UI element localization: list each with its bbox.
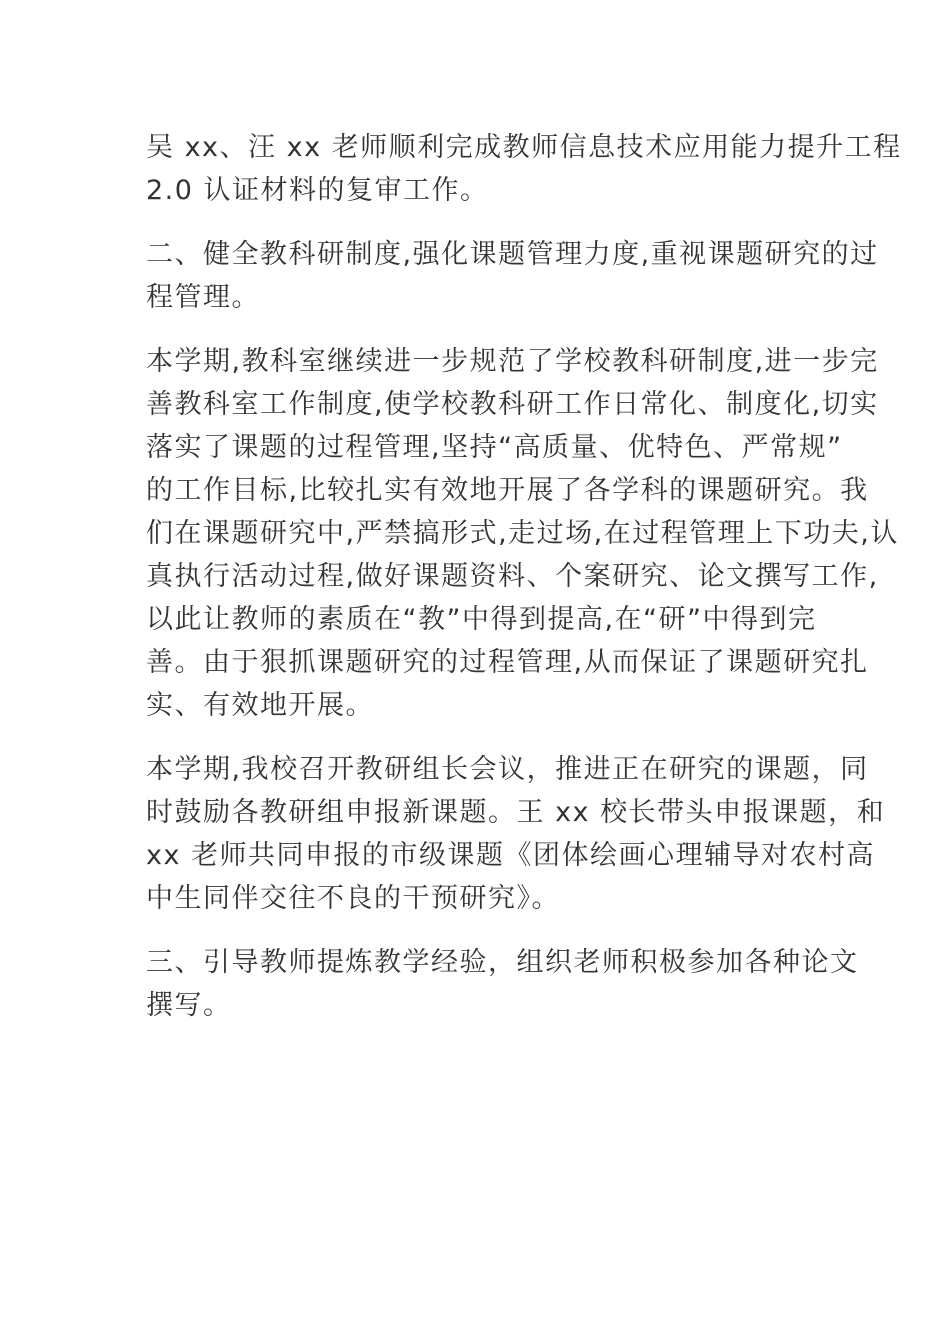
text-line: 吴 xx、汪 xx 老师顺利完成教师信息技术应用能力提升工程 — [146, 132, 902, 163]
text-line: 落实了课题的过程管理,坚持“高质量、优特色、严常规” — [146, 432, 843, 463]
text-line: 善。由于狠抓课题研究的过程管理,从而保证了课题研究扎 — [146, 647, 869, 678]
text-line: 2.0 认证材料的复审工作。 — [146, 175, 489, 206]
text-line: 以此让教师的素质在“教”中得到提高,在“研”中得到完 — [146, 604, 817, 635]
section-heading-2 — [146, 233, 879, 319]
text-line: 本学期,我校召开教研组长会议，推进正在研究的课题，同 — [146, 754, 869, 785]
text-line: 实、有效地开展。 — [146, 690, 374, 721]
text-line: 二、健全教科研制度,强化课题管理力度,重视课题研究的过 — [146, 239, 879, 270]
text-line: 真执行活动过程,做好课题资料、个案研究、论文撰写工作, — [146, 561, 879, 592]
text-line: 三、引导教师提炼教学经验，组织老师积极参加各种论文 — [146, 947, 859, 978]
text-line: 中生同伴交往不良的干预研究》。 — [146, 883, 560, 914]
text-line: 善教科室工作制度,使学校教科研工作日常化、制度化,切实 — [146, 389, 879, 420]
paragraph-research-system — [146, 340, 899, 727]
document-body — [146, 126, 902, 1048]
text-line: 时鼓励各教研组申报新课题。王 xx 校长带头申报课题，和 — [146, 797, 886, 828]
text-line: 撰写。 — [146, 990, 232, 1021]
text-line: 程管理。 — [146, 282, 260, 313]
paragraph-research-projects — [146, 748, 886, 920]
paragraph-certification — [146, 126, 902, 212]
text-line: 们在课题研究中,严禁搞形式,走过场,在过程管理上下功夫,认 — [146, 518, 899, 549]
text-line: 本学期,教科室继续进一步规范了学校教科研制度,进一步完 — [146, 346, 879, 377]
text-line: xx 老师共同申报的市级课题《团体绘画心理辅导对农村高 — [146, 840, 876, 871]
section-heading-3 — [146, 941, 859, 1027]
text-line: 的工作目标,比较扎实有效地开展了各学科的课题研究。我 — [146, 475, 869, 506]
